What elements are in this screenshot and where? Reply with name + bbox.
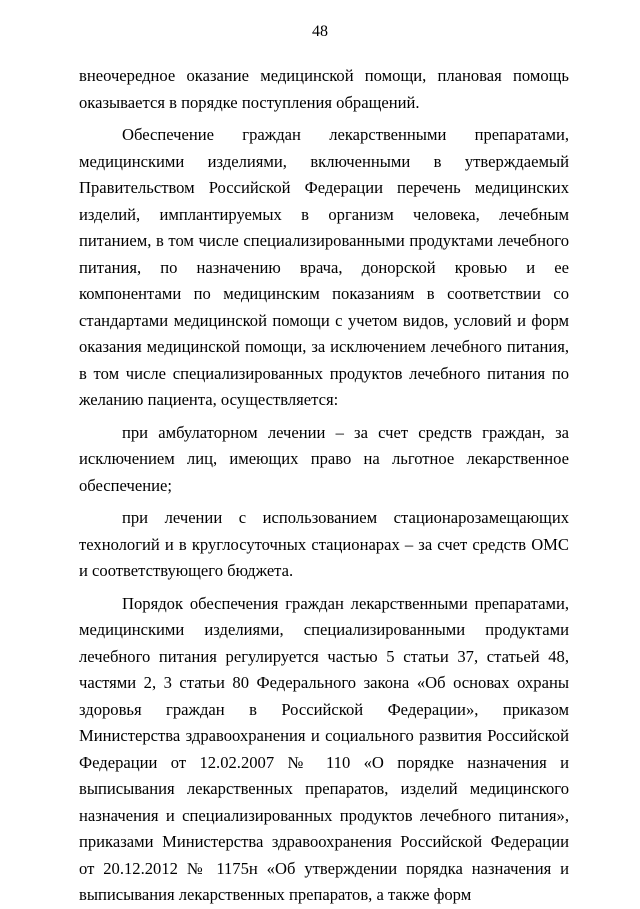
- page-number: 48: [312, 23, 328, 40]
- paragraph-inpatient: при лечении с использованием стационарозамещающих технологий и в круглосуточных стационарах – за счет средств ОМС и соответствующего бюджета.: [79, 508, 569, 580]
- paragraph-outpatient: при амбулаторном лечении – за счет средств граждан, за исключением лиц, имеющих право на льготное лекарственное обеспечение;: [79, 422, 569, 495]
- paragraph-continuation: внеочередное оказание медицинской помощи, плановая помощь оказывается в порядке поступления обращений.: [79, 66, 569, 112]
- paragraph-drug-provision: Обеспечение граждан лекарственными препаратами, медицинскими изделиями, включенными в утверждаемый Правительством Российской Федерации перечень медицинских изделий, имплантируемых в организм человека, лечебным питанием, в том числе специализированными продуктами лечебного питания, по назначению врача, донорской кровью и ее компонентами по медицинским показаниям в соответствии со стандартами медицинской помощи с учетом видов, условий и форм оказания медицинской помощи, за исключением лечебного питания, в том числе специализированных продуктов лечебного питания по желанию пациента, осуществляется:: [79, 125, 569, 409]
- document-body: [79, 63, 569, 909]
- paragraph-procedure: Порядок обеспечения граждан лекарственными препаратами, медицинскими изделиями, специализированными продуктами лечебного питания регулируется частью 5 статьи 37, статьей 48, частями 2, 3 статьи 80 Федерального закона «Об основах охраны здоровья граждан в Российской Федерации», приказом Министерства здравоохранения и социального развития Российской Федерации от 12.02.2007 № 110 «О порядке назначения и выписывания лекарственных препаратов, изделий медицинского назначения и специализированных продуктов лечебного питания», приказами Министерства здравоохранения Российской Федерации от 20.12.2012 № 1175н «Об утверждении порядка назначения и выписывания лекарственных препаратов, а также форм: [79, 593, 569, 904]
